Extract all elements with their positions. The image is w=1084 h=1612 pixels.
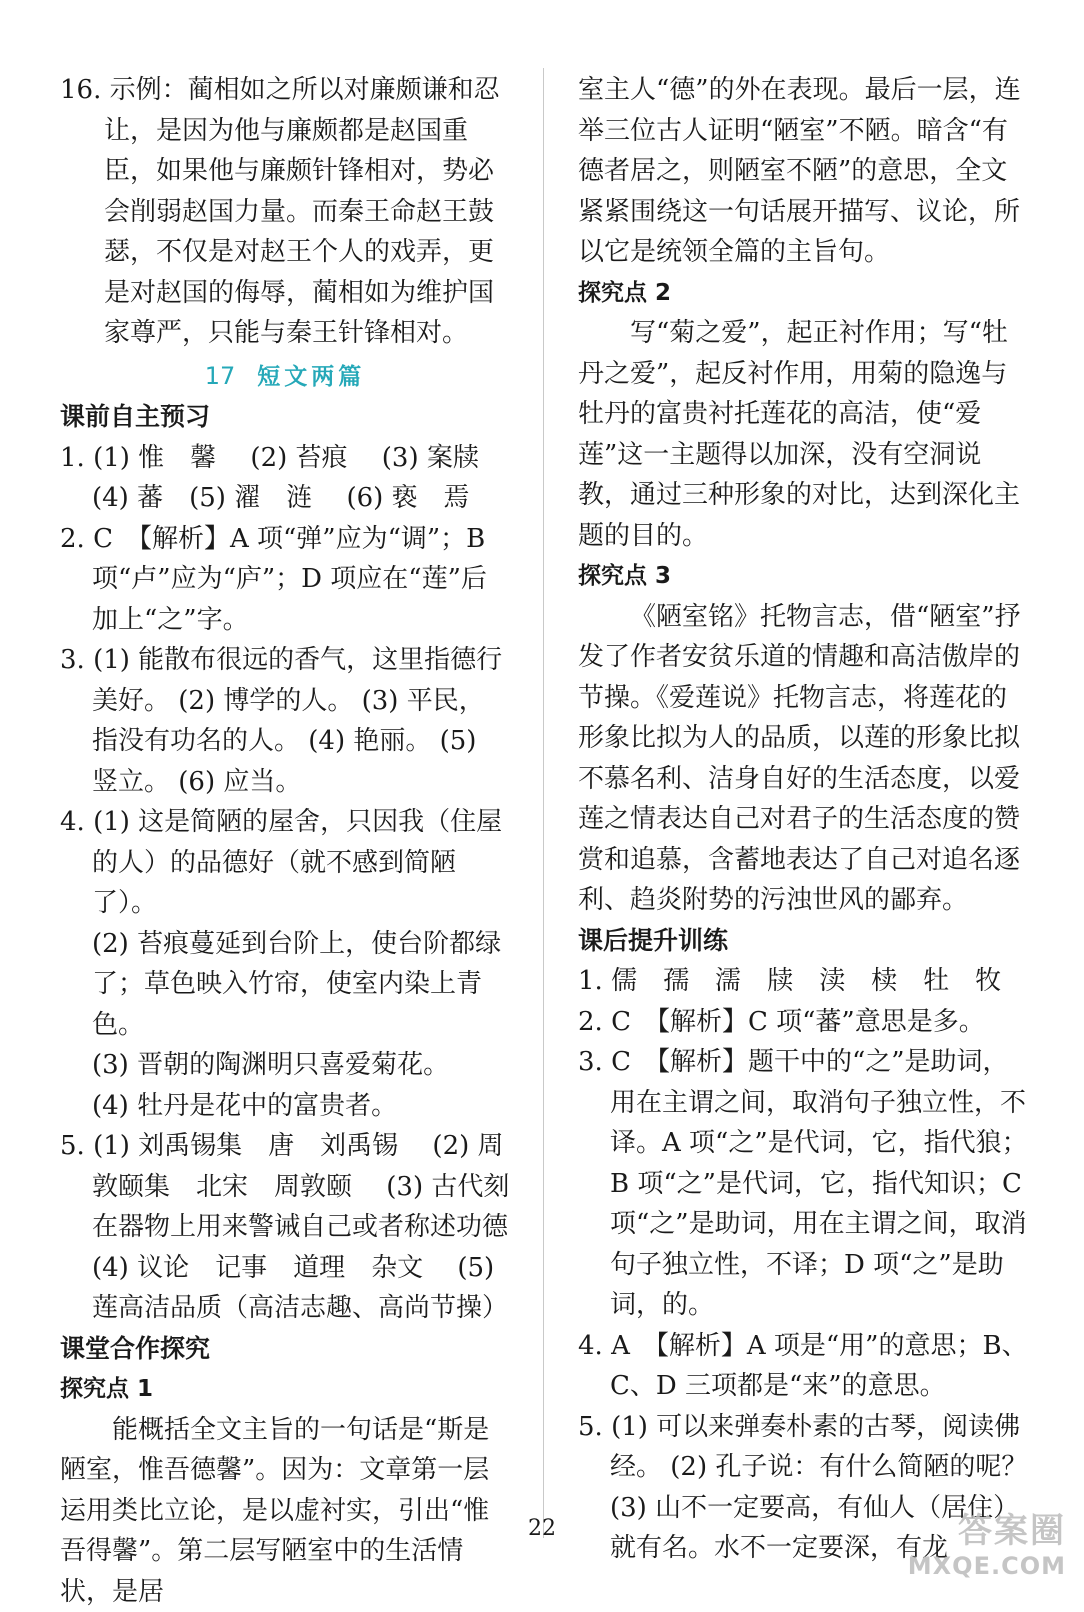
answer-4-part2: (2) 苔痕蔓延到台阶上，使台阶都绿了；草色映入竹帘，使室内染上青色。 bbox=[60, 924, 510, 1046]
answer-4-part4: (4) 牡丹是花中的富贵者。 bbox=[60, 1086, 510, 1127]
training-answer-3: 3. C 【解析】题干中的“之”是助词，用在主谓之间，取消句子独立性，不译。A 项“之”是代词，它，指代狼；B 项“之”是代词，它，指代知识；C 项“之”是助词，用在主谓之间，取消句子独立性，不译；D 项“之”是助词，的。 bbox=[578, 1042, 1028, 1326]
right-column bbox=[578, 70, 1028, 1569]
answer-16: 16. 示例：蔺相如之所以对廉颇谦和忍让，是因为他与廉颇都是赵国重臣，如果他与廉颇针锋相对，势必会削弱赵国力量。而秦王命赵王鼓瑟，不仅是对赵王个人的戏弄，更是对赵国的侮辱，蔺相如为维护国家尊严，只能与秦王针锋相对。 bbox=[60, 70, 510, 354]
training-answer-5: 5. (1) 可以来弹奏朴素的古琴，阅读佛经。 (2) 孔子说：有什么简陋的呢？ (3) 山不一定要高，有仙人（居住）就有名。水不一定要深，有龙 bbox=[578, 1407, 1028, 1569]
training-answer-2: 2. C 【解析】C 项“蕃”意思是多。 bbox=[578, 1002, 1028, 1043]
answer-1-line2: (4) 蕃 (5) 濯 涟 (6) 亵 焉 bbox=[60, 478, 510, 519]
answer-1-line1: 1. (1) 惟 馨 (2) 苔痕 (3) 案牍 bbox=[60, 438, 510, 479]
section-heading-class: 课堂合作探究 bbox=[60, 1329, 510, 1370]
page-number: 22 bbox=[0, 1516, 1084, 1541]
explore-point-3: 探究点 3 bbox=[578, 556, 1028, 597]
explore-2-text: 写“菊之爱”，起正衬作用；写“牡丹之爱”，起反衬作用，用菊的隐逸与牡丹的富贵衬托莲花的高洁，使“爱莲”这一主题得以加深，没有空洞说教，通过三种形象的对比，达到深化主题的目的。 bbox=[578, 313, 1028, 556]
section-heading-after: 课后提升训练 bbox=[578, 921, 1028, 962]
training-answer-4: 4. A 【解析】A 项是“用”的意思；B、C、D 三项都是“来”的意思。 bbox=[578, 1326, 1028, 1407]
explore-point-1: 探究点 1 bbox=[60, 1369, 510, 1410]
section-heading-preview: 课前自主预习 bbox=[60, 397, 510, 438]
answer-5-part1: 5. (1) 刘禹锡集 唐 刘禹锡 (2) 周敦颐集 北宋 周敦颐 (3) 古代刻在器物上用来警诫自己或者称述功德 bbox=[60, 1126, 510, 1248]
lesson-title bbox=[60, 356, 510, 398]
answer-4-part3: (3) 晋朝的陶渊明只喜爱菊花。 bbox=[60, 1045, 510, 1086]
training-answer-1: 1. 儒 孺 濡 牍 渎 椟 牡 牧 bbox=[578, 961, 1028, 1002]
watermark bbox=[908, 1503, 1066, 1580]
watermark-logo: 答案圈 bbox=[908, 1503, 1066, 1552]
explore-1-text-right: 室主人“德”的外在表现。最后一层，连举三位古人证明“陋室”不陋。暗含“有德者居之，则陋室不陋”的意思，全文紧紧围绕这一句话展开描写、议论，所以它是统领全篇的主旨句。 bbox=[578, 70, 1028, 273]
watermark-url: MXQE.COM bbox=[908, 1552, 1066, 1580]
lesson-number: 17 bbox=[205, 362, 236, 390]
explore-1-text-left: 能概括全文主旨的一句话是“斯是陋室，惟吾德馨”。因为：文章第一层运用类比立论，是以虚衬实，引出“惟吾得馨”。第二层写陋室中的生活情状，是居 bbox=[60, 1410, 510, 1612]
answer-2: 2. C 【解析】A 项“弹”应为“调”；B 项“卢”应为“庐”；D 项应在“莲”后加上“之”字。 bbox=[60, 519, 510, 641]
column-divider bbox=[543, 68, 544, 1538]
answer-5-part2: (4) 议论 记事 道理 杂文 (5) 莲高洁品质（高洁志趣、高尚节操） bbox=[60, 1248, 510, 1329]
explore-3-text: 《陋室铭》托物言志，借“陋室”抒发了作者安贫乐道的情趣和高洁傲岸的节操。《爱莲说》托物言志，将莲花的形象比拟为人的品质，以莲的形象比拟不慕名利、洁身自好的生活态度，以爱莲之情表达自己对君子的生活态度的赞赏和追慕，含蓄地表达了自己对追名逐利、趋炎附势的污浊世风的鄙弃。 bbox=[578, 597, 1028, 921]
answer-4-part1: 4. (1) 这是简陋的屋舍，只因我（住屋的人）的品德好（就不感到简陋了）。 bbox=[60, 802, 510, 924]
explore-point-2: 探究点 2 bbox=[578, 273, 1028, 314]
left-column bbox=[60, 70, 510, 1612]
lesson-name: 短文两篇 bbox=[257, 364, 365, 390]
answer-3: 3. (1) 能散布很远的香气，这里指德行美好。 (2) 博学的人。 (3) 平民，指没有功名的人。 (4) 艳丽。 (5) 竖立。 (6) 应当。 bbox=[60, 640, 510, 802]
